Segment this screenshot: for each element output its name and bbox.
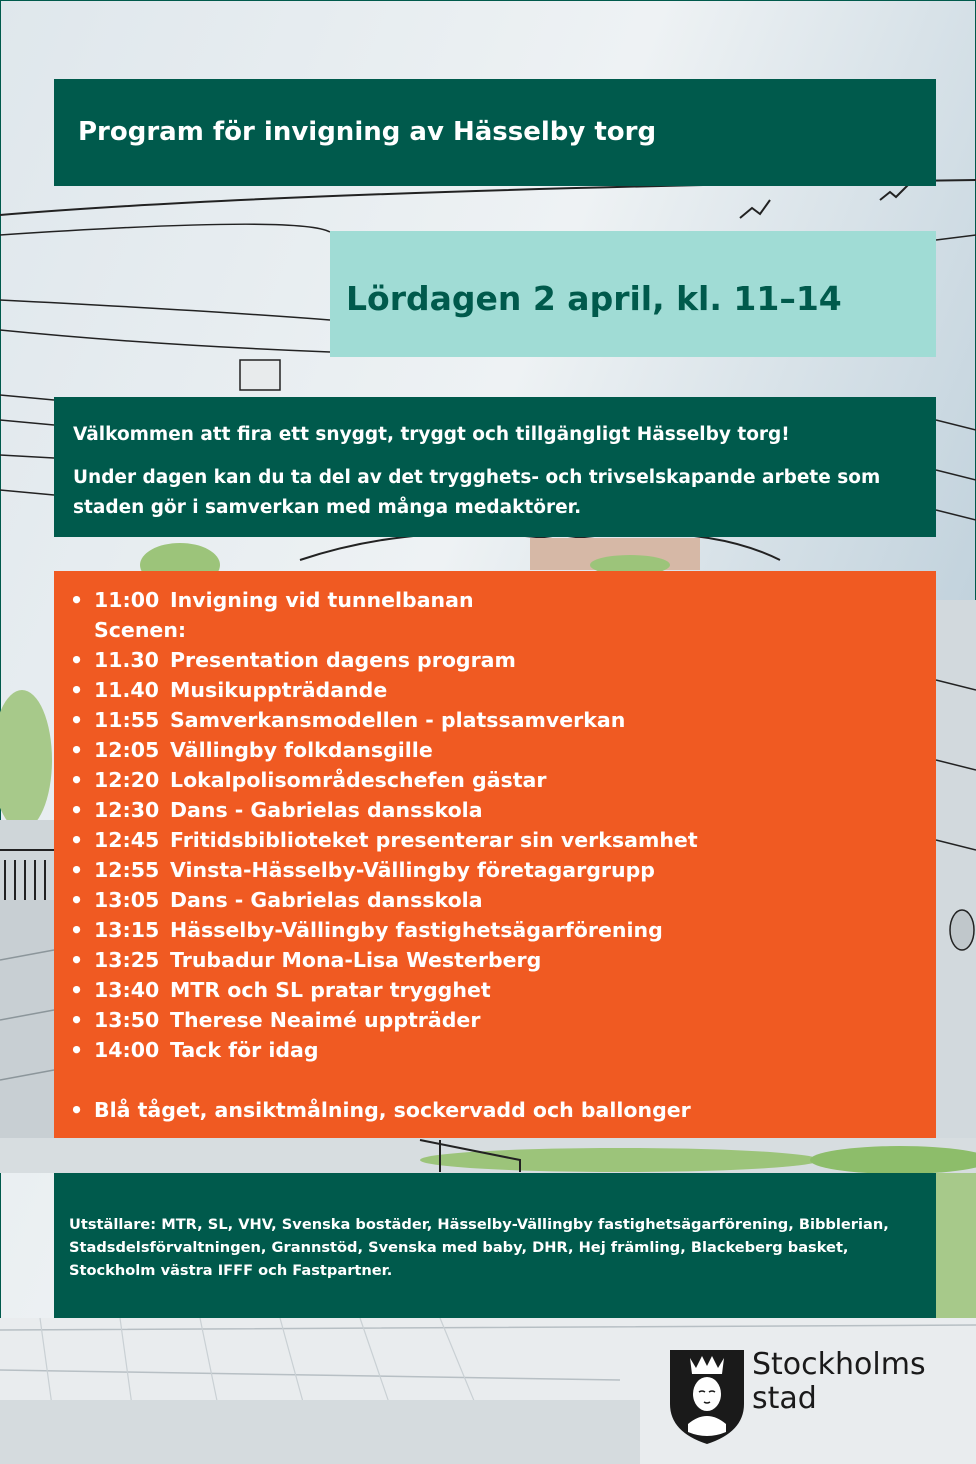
schedule-time: 12:55: [94, 858, 160, 882]
bullet: •: [70, 1038, 84, 1062]
schedule-time: 13:40: [94, 978, 160, 1002]
schedule-time: 12:45: [94, 828, 160, 852]
schedule-time: 12:05: [94, 738, 160, 762]
schedule-text: Tack för idag: [170, 1038, 319, 1062]
schedule-text: Presentation dagens program: [170, 648, 516, 672]
logo-wordmark: [752, 1348, 926, 1416]
bullet: •: [70, 768, 84, 792]
schedule-time: 11:00: [94, 588, 160, 612]
intro-panel: [54, 397, 936, 537]
bullet: •: [70, 1098, 84, 1122]
schedule-text: Therese Neaimé uppträder: [170, 1008, 481, 1032]
logo-line-1: Stockholms: [752, 1347, 926, 1382]
schedule-time: 12:20: [94, 768, 160, 792]
schedule-time: 11.40: [94, 678, 159, 702]
schedule-time: 11.30: [94, 648, 159, 672]
bullet: •: [70, 918, 84, 942]
bullet: •: [70, 678, 84, 702]
schedule-time: 12:30: [94, 798, 160, 822]
schedule-text: Dans - Gabrielas dansskola: [170, 888, 483, 912]
schedule-time: 11:55: [94, 708, 160, 732]
schedule-text: MTR och SL pratar trygghet: [170, 978, 491, 1002]
schedule-panel: [54, 571, 936, 1138]
schedule-text: Trubadur Mona-Lisa Westerberg: [170, 948, 542, 972]
intro-welcome: Välkommen att fira ett snyggt, tryggt och tillgängligt Hässelby torg!: [73, 424, 790, 445]
exhibitors-panel: [54, 1173, 936, 1318]
intro-description: Under dagen kan du ta del av det trygghets- och trivselskapande arbete som staden gör i samverkan med många medaktörer.: [73, 467, 881, 518]
bullet: •: [70, 1008, 84, 1032]
bullet: •: [70, 588, 84, 612]
schedule-text: Lokalpolisområdeschefen gästar: [170, 768, 547, 792]
schedule-text: Musikuppträdande: [170, 678, 388, 702]
logo-line-2: stad: [752, 1381, 817, 1416]
schedule-time: 13:25: [94, 948, 160, 972]
bullet: •: [70, 798, 84, 822]
bullet: •: [70, 858, 84, 882]
event-date: Lördagen 2 april, kl. 11–14: [346, 279, 842, 318]
schedule-text: Samverkansmodellen - platssamverkan: [170, 708, 626, 732]
schedule-time: 13:15: [94, 918, 160, 942]
schedule-text: Vinsta-Hässelby-Vällingby företagargrupp: [170, 858, 655, 882]
exhibitors-text: Utställare: MTR, SL, VHV, Svenska bostäder, Hässelby-Vällingby fastighetsägarförening, Bibblerian, Stadsdelsförvaltningen, Grannstöd, Svenska med baby, DHR, Hej främling, Blackeberg basket, Stockholm västra IFFF och Fastpartner.: [69, 1216, 889, 1279]
schedule-text: Vällingby folkdansgille: [170, 738, 433, 762]
bullet: •: [70, 978, 84, 1002]
bullet: •: [70, 648, 84, 672]
extra-activities: Blå tåget, ansiktmålning, sockervadd och ballonger: [94, 1098, 691, 1122]
bullet: •: [70, 708, 84, 732]
bullet: •: [70, 948, 84, 972]
schedule-text: Dans - Gabrielas dansskola: [170, 798, 483, 822]
bullet: •: [70, 828, 84, 852]
bullet: •: [70, 888, 84, 912]
bullet: •: [70, 738, 84, 762]
schedule-text: Hässelby-Vällingby fastighetsägarförening: [170, 918, 663, 942]
title-banner: [54, 79, 936, 186]
page-title: Program för invigning av Hässelby torg: [78, 117, 657, 147]
schedule-time: 14:00: [94, 1038, 160, 1062]
schedule-text: Invigning vid tunnelbanan: [170, 588, 474, 612]
subheading-text: Scenen:: [94, 618, 187, 642]
date-banner: [330, 231, 936, 357]
schedule-text: Fritidsbiblioteket presenterar sin verksamhet: [170, 828, 698, 852]
schedule-time: 13:50: [94, 1008, 160, 1032]
schedule-time: 13:05: [94, 888, 160, 912]
